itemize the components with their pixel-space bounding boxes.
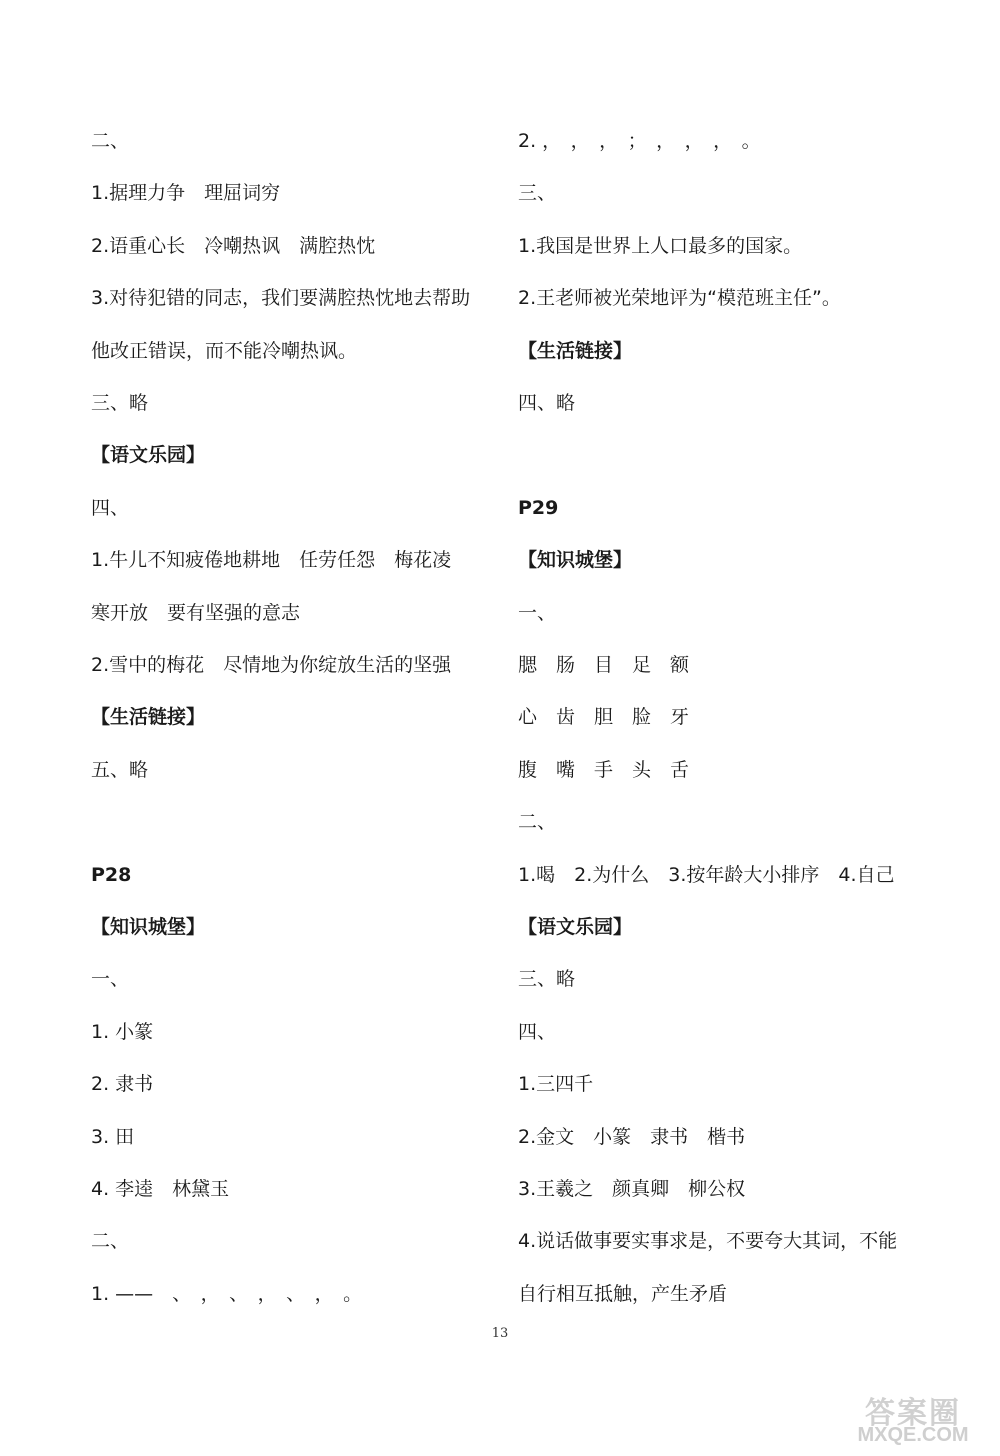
text-line: 【知识城堡】 [518, 549, 633, 572]
text-line: 二、 [91, 130, 130, 152]
text-line: P28 [91, 863, 132, 886]
text-line: 三、 [518, 182, 557, 205]
text-line: 3. 田 [91, 1125, 135, 1148]
text-line: 【生活链接】 [91, 706, 206, 729]
text-line: 2. ， ， ， ； ， ， ， 。 [518, 130, 761, 152]
text-line: 【生活链接】 [518, 339, 633, 362]
text-line: 寒开放 要有坚强的意志 [91, 601, 301, 624]
text-line: 心 齿 胆 脸 牙 [518, 706, 690, 729]
text-line: 【知识城堡】 [91, 916, 206, 938]
text-line: 1.我国是世界上人口最多的国家。 [518, 234, 803, 257]
text-line: 【语文乐园】 [91, 444, 206, 467]
text-line: 2. 隶书 [91, 1073, 154, 1096]
text-line: 【语文乐园】 [518, 916, 633, 938]
text-line: 4.说话做事要实事求是，不要夸大其词，不能 [518, 1230, 898, 1253]
text-line: 二、 [518, 811, 557, 834]
page-number: 13 [491, 1326, 509, 1341]
text-line: 1. —— 、 ， 、 ， 、 ， 。 [91, 1282, 363, 1305]
text-line: 二、 [91, 1230, 130, 1253]
text-line: 2.雪中的梅花 尽情地为你绽放生活的坚强 [91, 654, 452, 676]
text-line: 自行相互抵触，产生矛盾 [518, 1282, 728, 1305]
text-line: 1.三四千 [518, 1073, 594, 1096]
text-line: 一、 [518, 601, 557, 624]
text-line: 五、略 [91, 758, 149, 781]
text-line: 四、略 [518, 392, 576, 414]
text-line: 他改正错误，而不能冷嘲热讽。 [91, 339, 358, 362]
site-watermark-logo [838, 1388, 988, 1448]
text-line: 腹 嘴 手 头 舌 [518, 758, 690, 781]
text-line: 三、略 [91, 392, 149, 414]
text-line: P29 [518, 496, 559, 519]
watermark-top-text: 答案圈 [865, 1396, 961, 1431]
text-line: 4. 李逵 林黛玉 [91, 1178, 230, 1200]
text-line: 四、 [518, 1020, 557, 1043]
text-line: 1.据理力争 理屈词穷 [91, 182, 281, 205]
text-line: 三、略 [518, 968, 576, 991]
text-line: 3.王羲之 颜真卿 柳公权 [518, 1178, 746, 1200]
text-line: 1.牛儿不知疲倦地耕地 任劳任怨 梅花凌 [91, 549, 452, 572]
text-line: 四、 [91, 496, 130, 519]
text-line: 一、 [91, 968, 130, 991]
text-line: 2.王老师被光荣地评为“模范班主任”。 [518, 287, 841, 310]
text-line: 3.对待犯错的同志，我们要满腔热忱地去帮助 [91, 287, 471, 310]
text-line: 1. 小篆 [91, 1020, 154, 1043]
text-line: 1.喝 2.为什么 3.按年龄大小排序 4.自己 [518, 863, 895, 886]
text-line: 2.金文 小篆 隶书 楷书 [518, 1125, 746, 1148]
text-line: 腮 肠 目 足 额 [518, 654, 690, 676]
watermark-bottom-text: MXQE.COM [857, 1424, 969, 1446]
text-line: 2.语重心长 冷嘲热讽 满腔热忱 [91, 234, 376, 257]
